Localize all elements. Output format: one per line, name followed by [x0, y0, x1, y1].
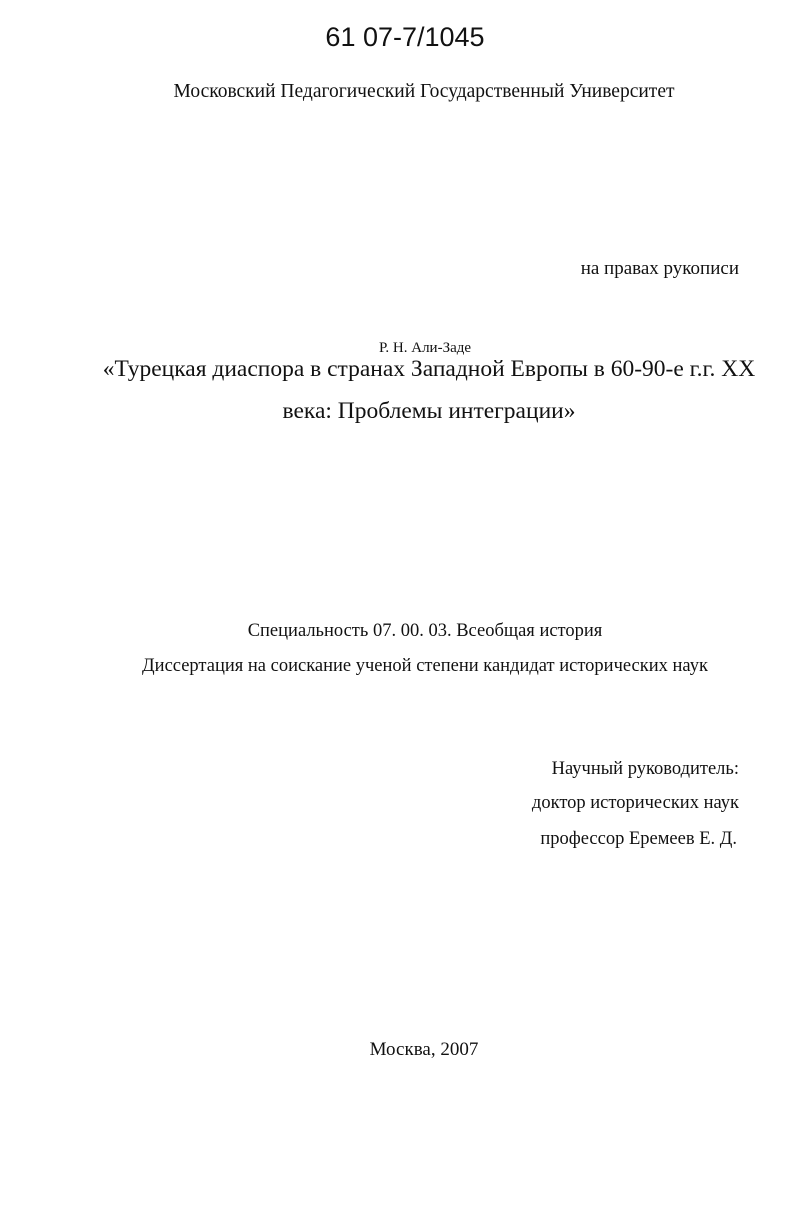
specialty: Специальность 07. 00. 03. Всеобщая история	[247, 621, 603, 641]
supervisor-degree: доктор исторических наук	[531, 793, 739, 813]
dissertation-title-line-2: века: Проблемы интеграции»	[282, 398, 576, 424]
supervisor-name: профессор Еремеев Е. Д.	[540, 829, 737, 849]
author-name: Р. Н. Али-Заде	[378, 340, 472, 356]
archive-number-stamp: 61 07-7/1045	[325, 22, 485, 52]
dissertation-title-line-1: «Турецкая диаспора в странах Западной Европы в 60-90-е г.г. XX	[102, 356, 756, 382]
dissertation-type: Диссертация на соискание ученой степени кандидат исторических наук	[142, 656, 708, 676]
university-name: Московский Педагогический Государственный Университет	[173, 81, 675, 102]
city-year: Москва, 2007	[369, 1039, 479, 1060]
supervisor-label: Научный руководитель:	[551, 759, 739, 779]
manuscript-rights-note: на правах рукописи	[580, 258, 739, 279]
